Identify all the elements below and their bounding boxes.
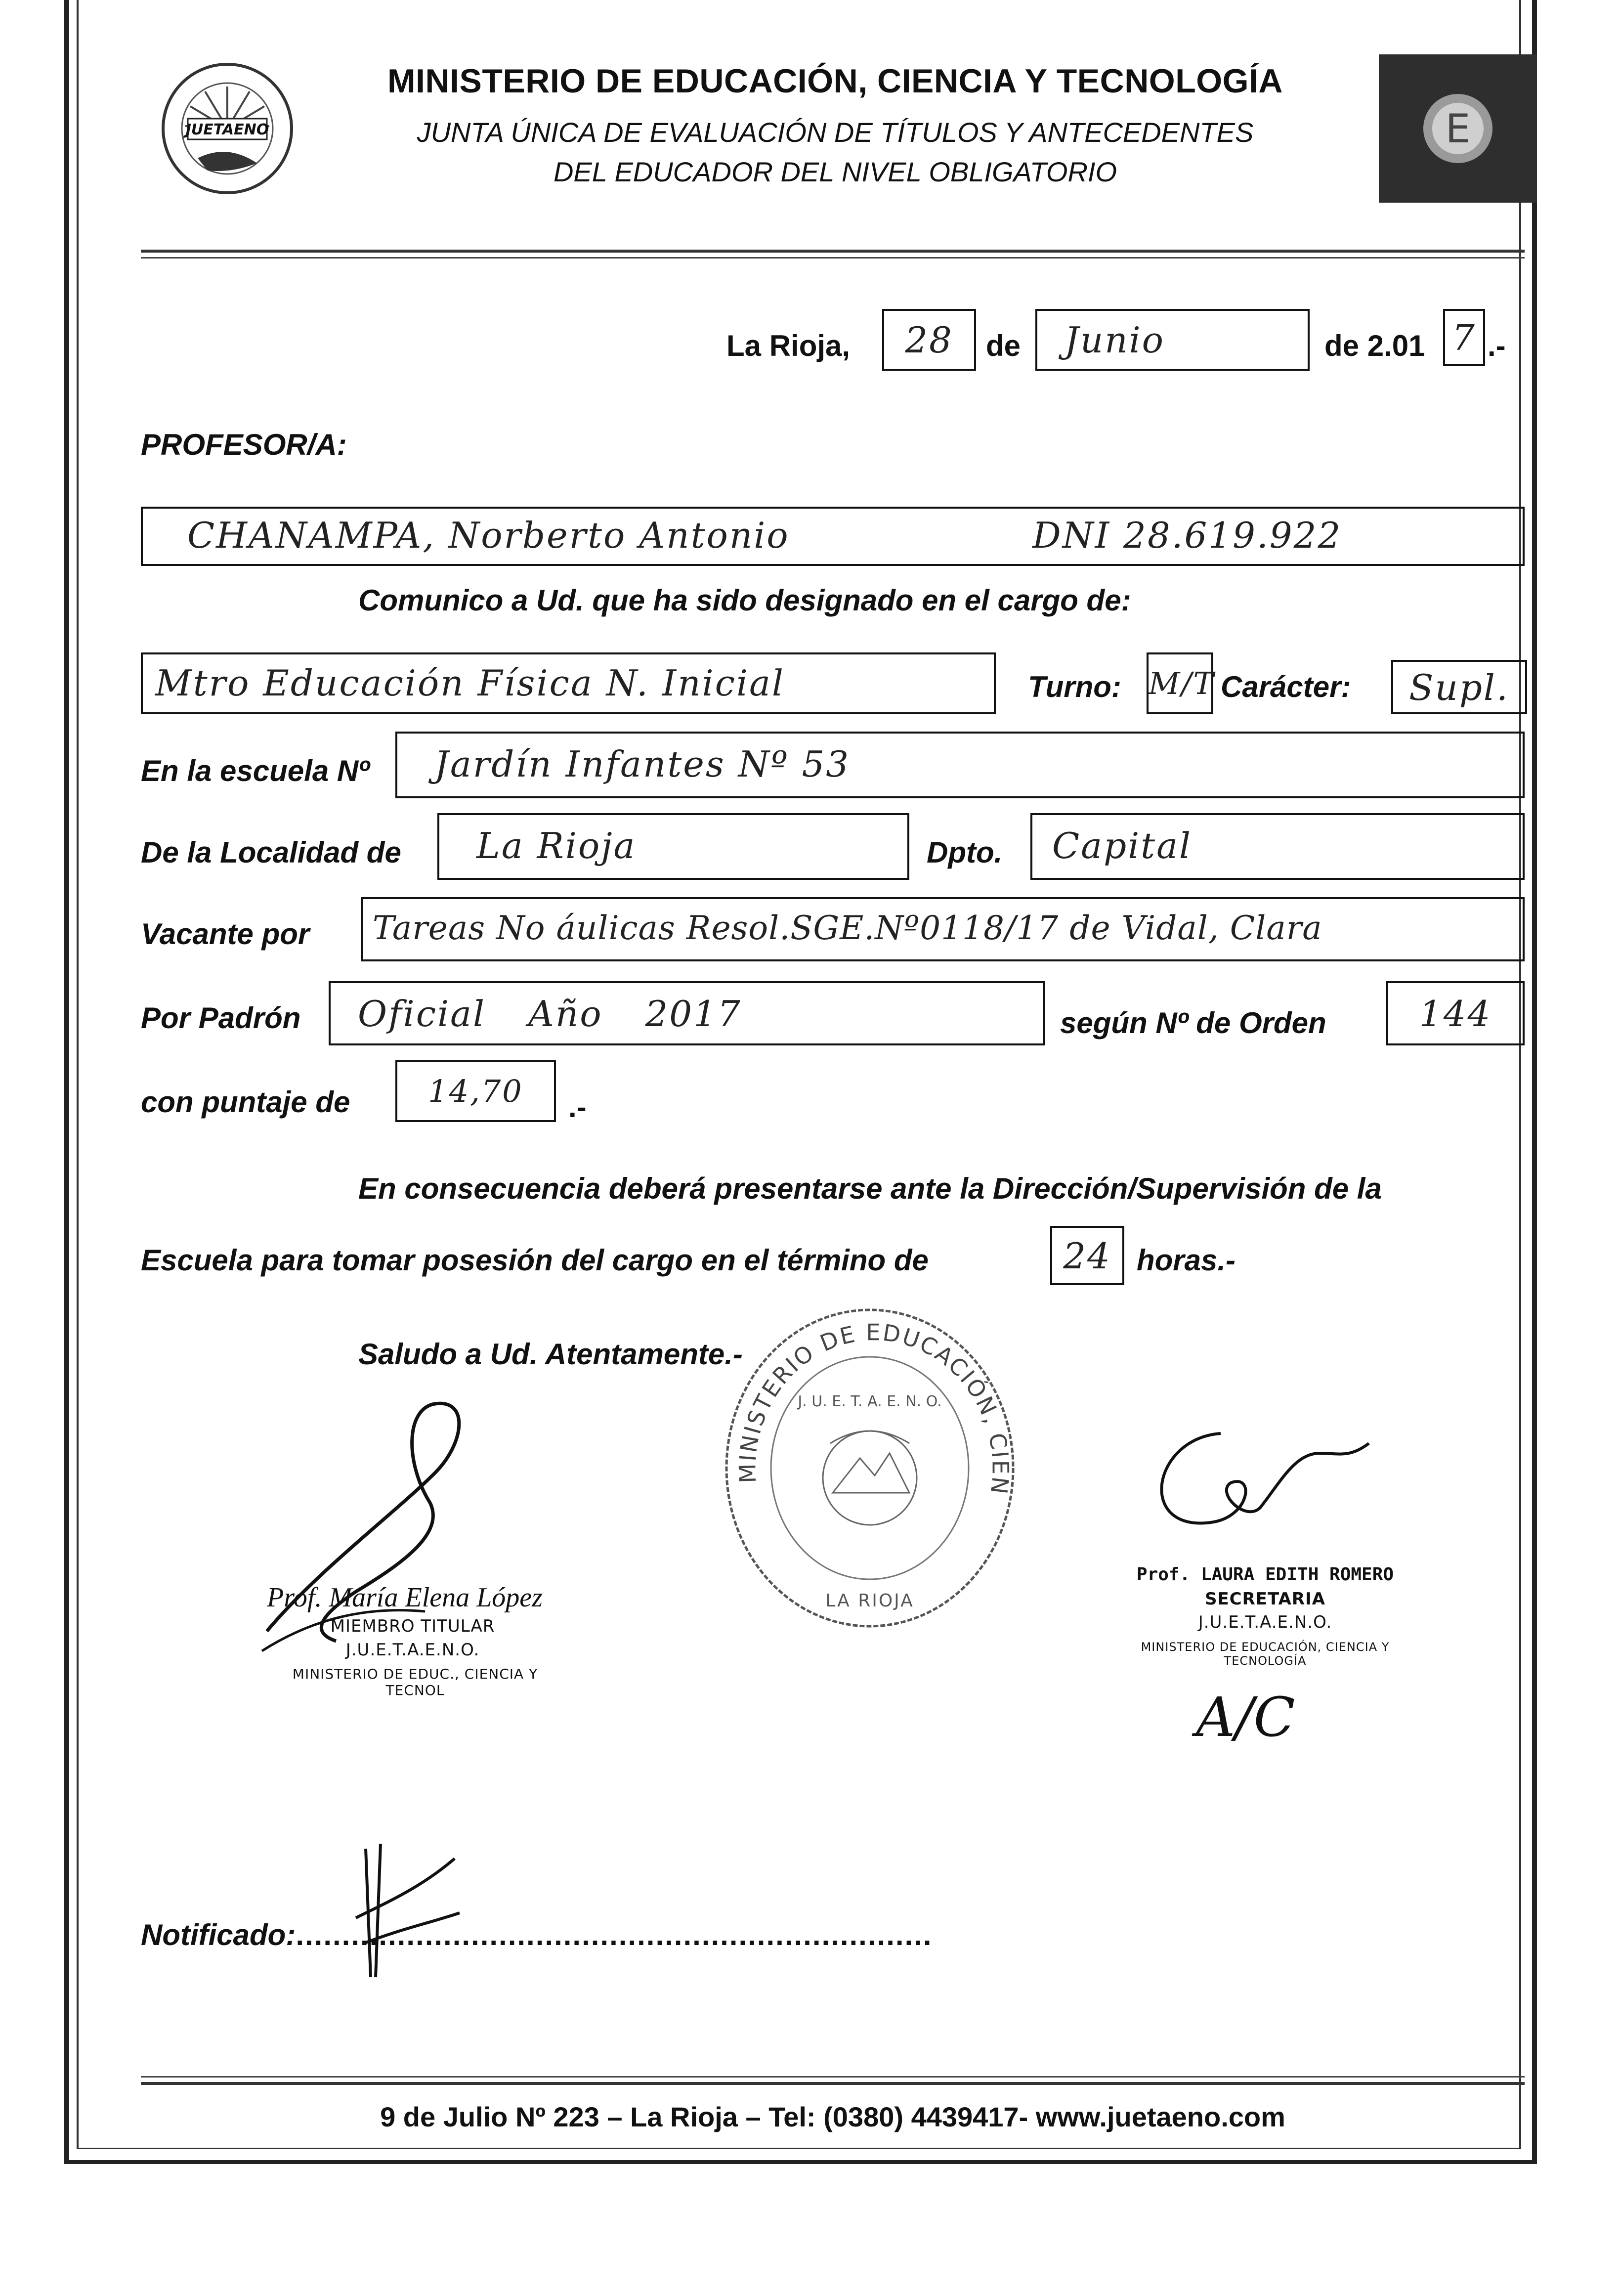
closing-text: Saludo a Ud. Atentamente.-: [358, 1338, 743, 1371]
header-rule-thin: [141, 257, 1525, 259]
month-value: Junio: [1065, 319, 1165, 361]
badge-e: [1379, 54, 1537, 203]
puntaje-suffix: .-: [568, 1090, 587, 1124]
footer-rule: [141, 2082, 1525, 2085]
month-box: [1035, 309, 1310, 371]
localidad-value: La Rioja: [476, 825, 637, 866]
profesor-name: CHANAMPA, Norberto Antonio: [187, 515, 790, 556]
localidad-label: De la Localidad de: [141, 836, 401, 869]
seal-bottom-text: LA RIOJA: [825, 1591, 914, 1611]
dpto-label: Dpto.: [927, 836, 1003, 869]
orden-value: 144: [1419, 993, 1492, 1035]
vacante-value: Tareas No áulicas Resol.SGE.Nº0118/17 de Vidal, Clara: [373, 909, 1322, 947]
badge-letter: E: [1445, 106, 1471, 152]
consequence-line-1: En consecuencia deberá presentarse ante la Dirección/Supervisión de la: [358, 1172, 1382, 1205]
dpto-value: Capital: [1052, 825, 1193, 866]
profesor-dni: DNI 28.619.922: [1032, 515, 1342, 556]
caracter-label: Carácter:: [1221, 670, 1351, 703]
puntaje-box: [395, 1060, 556, 1122]
year-prefix: de 2.01: [1324, 329, 1425, 362]
right-signer-ministry: MINISTERIO DE EDUCACIÓN, CIENCIA Y TECNOLOGÍA: [1141, 1640, 1390, 1668]
header-rule: [141, 250, 1525, 253]
ministry-title: MINISTERIO DE EDUCACIÓN, CIENCIA Y TECNOLOGÍA: [387, 62, 1283, 100]
caracter-value: Supl.: [1409, 667, 1509, 708]
logo-text: JUETAENO: [185, 121, 269, 138]
hours-value: 24: [1063, 1235, 1111, 1277]
consequence-line-2: Escuela para tomar posesión del cargo en el término de: [141, 1244, 929, 1277]
puntaje-value: 14,70: [428, 1073, 523, 1109]
footer-address: 9 de Julio Nº 223 – La Rioja – Tel: (0380) 4439417- www.juetaeno.com: [380, 2101, 1285, 2132]
cargo-box: [141, 652, 996, 714]
vacante-box: [361, 897, 1525, 961]
left-signer-role: MIEMBRO TITULAR: [330, 1616, 495, 1636]
juetaeno-logo: [158, 59, 297, 198]
localidad-box: [437, 813, 909, 880]
padron-label: Por Padrón: [141, 1001, 301, 1035]
padron-value: Oficial Año 2017: [358, 993, 742, 1035]
seal-ring-text: MINISTERIO DE EDUCACIÓN, CIEN: [734, 1319, 1014, 1497]
caracter-box: [1391, 660, 1527, 714]
junta-subtitle-1: JUNTA ÚNICA DE EVALUACIÓN DE TÍTULOS Y ANTECEDENTES: [417, 117, 1254, 148]
notificado-line: [141, 1918, 933, 1952]
de-label: de: [986, 329, 1021, 362]
puntaje-label: con puntaje de: [141, 1085, 350, 1119]
right-signature-scribble: [1132, 1424, 1408, 1572]
right-signer-role: SECRETARIA: [1204, 1589, 1326, 1609]
notificado-signature-scribble: [346, 1829, 474, 1987]
profesor-box: [141, 507, 1525, 566]
escuela-box: [395, 732, 1525, 798]
orden-label: según Nº de Orden: [1060, 1006, 1326, 1040]
escuela-value: Jardín Infantes Nº 53: [434, 743, 851, 785]
padron-box: [329, 981, 1045, 1045]
left-signer-org: J.U.E.T.A.E.N.O.: [345, 1640, 480, 1660]
right-signer-name: Prof. LAURA EDITH ROMERO: [1136, 1564, 1394, 1585]
year-digit: 7: [1452, 317, 1476, 358]
footer-rule-thin: [141, 2076, 1525, 2078]
dpto-box: [1030, 813, 1525, 880]
junta-subtitle-2: DEL EDUCADOR DEL NIVEL OBLIGATORIO: [553, 156, 1117, 187]
right-signer-note: A/C: [1196, 1686, 1295, 1749]
seal-inner-text: J. U. E. T. A. E. N. O.: [798, 1393, 942, 1410]
place-label: La Rioja,: [726, 329, 851, 362]
year-box: [1443, 309, 1485, 366]
day-value: 28: [905, 319, 953, 361]
notificado-label: Notificado:: [141, 1918, 296, 1951]
escuela-label: En la escuela Nº: [141, 754, 370, 787]
hours-suffix: horas.-: [1137, 1244, 1236, 1277]
designation-intro: Comunico a Ud. que ha sido designado en el cargo de:: [358, 584, 1131, 617]
notificado-dots: .....................................................................: [296, 1918, 933, 1951]
year-suffix: .-: [1488, 329, 1506, 362]
turno-box: [1147, 652, 1213, 714]
profesor-label: PROFESOR/A:: [141, 428, 347, 461]
turno-label: Turno:: [1028, 670, 1121, 703]
vacante-label: Vacante por: [141, 917, 310, 951]
right-signer-org: J.U.E.T.A.E.N.O.: [1198, 1612, 1332, 1632]
day-box: [882, 309, 976, 371]
hours-box: [1050, 1226, 1124, 1285]
official-seal: [712, 1295, 1028, 1641]
orden-box: [1386, 981, 1525, 1045]
left-signer-ministry: MINISTERIO DE EDUC., CIENCIA Y TECNOL: [292, 1666, 538, 1698]
cargo-value: Mtro Educación Física N. Inicial: [155, 662, 785, 704]
left-signer-name: Prof. María Elena López: [267, 1582, 543, 1613]
turno-value: M/T: [1149, 665, 1215, 701]
